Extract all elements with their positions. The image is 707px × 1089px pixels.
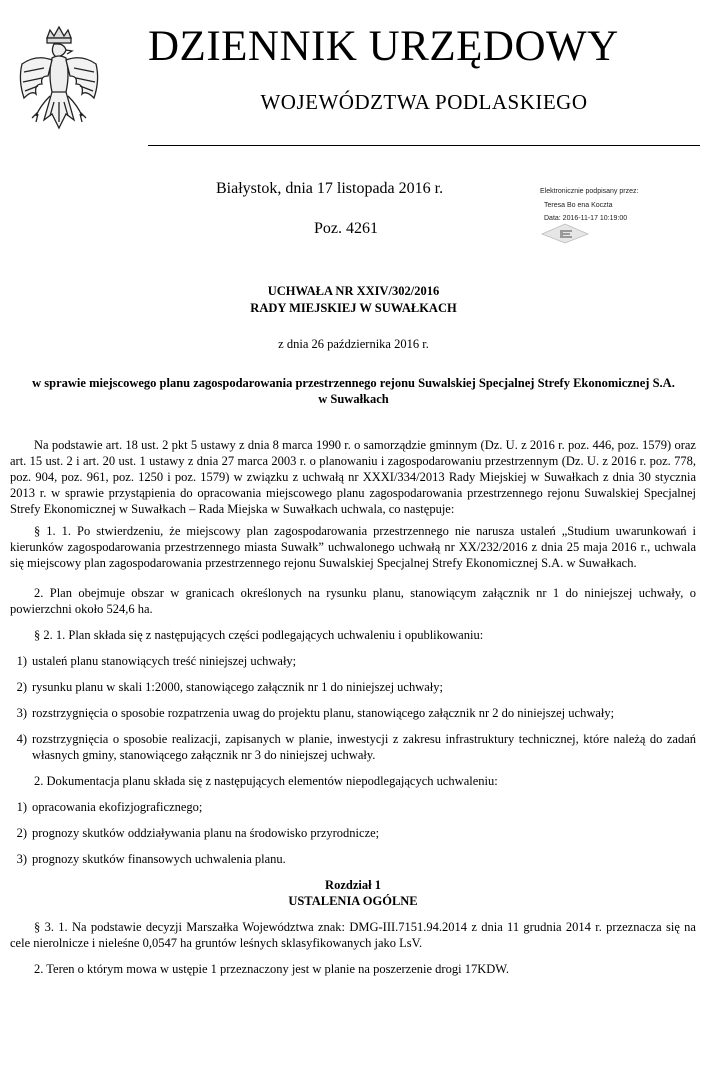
list-item-text: rozstrzygnięcia o sposobie realizacji, zapisanych w planie, inwestycji z zakresu infrastruktury technicznej, które należą do zadań własnych gminy, stanowiącego załącznik nr 3 do niniejszej uchwały. [32, 732, 696, 762]
resolution-body [10, 437, 696, 977]
list-item [10, 653, 696, 669]
list-item-number: 2) [16, 680, 27, 694]
list-item [10, 705, 696, 721]
chapter-number: Rozdział 1 [325, 878, 381, 892]
signature-signer: Teresa Bo ena Koczta [544, 201, 613, 209]
resolution-number: UCHWAŁA NR XXIV/302/2016 [267, 284, 440, 298]
chapter-title: USTALENIA OGÓLNE [288, 894, 418, 908]
signature-label: Elektronicznie podpisany przez: [540, 188, 639, 195]
section-1-paragraph-1: § 1. 1. Po stwierdzeniu, że miejscowy plan zagospodarowania przestrzennego nie narusza ustaleń „Studium uwarunkowań i kierunków zagospodarowania przestrzennego miasta Suwałk” uchwalonego uchwałą nr XX/232/2016 z dnia 25 maja 2016 r., uchwala się miejscowy plan zagospodarowania przestrzennego rejonu Suwalskiej Specjalnej Strefy Ekonomicznej S.A. w Suwałkach. [10, 524, 696, 570]
list-item-text: rysunku planu w skali 1:2000, stanowiącego załącznik nr 1 do niniejszej uchwały; [32, 680, 444, 694]
place-date: Białystok, dnia 17 listopada 2016 r. [216, 180, 444, 197]
list-item-number: 2) [16, 826, 27, 840]
list-item-text: prognozy skutków oddziaływania planu na środowisko przyrodnicze; [32, 826, 380, 840]
section-2-paragraph-1: § 2. 1. Plan składa się z następujących części podlegających uchwaleniu i opublikowaniu: [34, 628, 484, 642]
list-item-text: ustaleń planu stanowiących treść niniejszej uchwały; [32, 654, 297, 668]
list-item-text: opracowania ekofizjograficznego; [32, 800, 203, 814]
section-3-paragraph-1: § 3. 1. Na podstawie decyzji Marszałka Województwa znak: DMG-III.7151.94.2014 z dnia 11 grudnia 2014 r. przeznacza się na cele nierolnicze i nieleśne 0,0547 ha gruntów leśnych sklasyfikowanych jako LsV. [10, 920, 696, 950]
electronic-signature [540, 185, 700, 226]
resolution-date: z dnia 26 października 2016 r. [278, 337, 429, 351]
section-3-paragraph-2: 2. Teren o którym mowa w ustępie 1 przeznaczony jest w planie na poszerzenie drogi 17KDW. [34, 962, 510, 976]
list-item [10, 799, 696, 815]
list-item-number: 3) [16, 706, 27, 720]
list-item [10, 731, 696, 763]
list-item-text: prognozy skutków finansowych uchwalenia planu. [32, 852, 286, 866]
list-item-text: rozstrzygnięcia o sposobie rozpatrzenia uwag do projektu planu, stanowiącego załącznik nr 2 do niniejszej uchwały; [32, 706, 615, 720]
position-number: Poz. 4261 [314, 220, 378, 237]
masthead-divider [148, 145, 700, 146]
list-item-number: 4) [16, 732, 27, 746]
list-item [10, 851, 696, 867]
list-item-number: 1) [16, 654, 27, 668]
journal-subtitle: WOJEWÓDZTWA PODLASKIEGO [260, 90, 588, 114]
signature-date: Data: 2016-11-17 10:19:00 [544, 215, 628, 222]
legal-basis-paragraph: Na podstawie art. 18 ust. 2 pkt 5 ustawy z dnia 8 marca 1990 r. o samorządzie gminnym (Dz. U. z 2016 r. poz. 446, poz. 1579) oraz art. 15 ust. 2 i art. 20 ust. 1 ustawy z dnia 27 marca 2003 r. o planowaniu i zagospodarowaniu przestrzennym (Dz. U. z 2016 r. poz. 778, poz. 904, poz. 961, poz. 1250 i poz. 1579) w związku z uchwałą nr XXXI/334/2013 Rady Miejskiej w Suwałkach z dnia 30 stycznia 2013 r. w sprawie przystąpienia do opracowania miejscowego planu zagospodarowania przestrzennego rejonu Suwalskiej Specjalnej Strefy Ekonomicznej w Suwałkach – Rada Miejska w Suwałkach uchwala, co następuje: [10, 438, 696, 516]
resolution-council: RADY MIEJSKIEJ W SUWAŁKACH [250, 301, 457, 315]
list-item-number: 1) [16, 800, 27, 814]
journal-title: DZIENNIK URZĘDOWY [148, 23, 619, 70]
list-item [10, 679, 696, 695]
resolution-subject: w sprawie miejscowego planu zagospodarowania przestrzennego rejonu Suwalskiej Specjalnej Strefy Ekonomicznej S.A. w Suwałkach [32, 376, 675, 406]
section-1-paragraph-2: 2. Plan obejmuje obszar w granicach określonych na rysunku planu, stanowiącym załącznik nr 1 do niniejszej uchwały, o powierzchni około 524,6 ha. [10, 586, 696, 616]
list-item-number: 3) [16, 852, 27, 866]
list-item [10, 825, 696, 841]
polish-eagle-icon [14, 24, 104, 142]
e-signature-icon [540, 222, 590, 244]
section-2-paragraph-2: 2. Dokumentacja planu składa się z następujących elementów niepodlegających uchwaleniu: [34, 774, 498, 788]
